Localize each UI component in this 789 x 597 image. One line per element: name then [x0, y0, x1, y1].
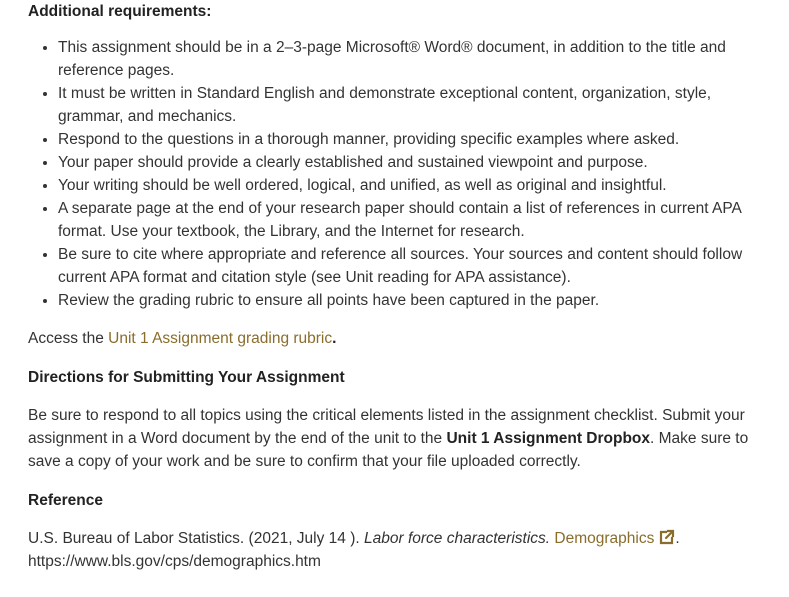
directions-text-before: Be sure to respond to all topics using the critical elements listed in the assignment checklist. Submit your assignment in a Word document by the end of the unit to the [28, 407, 745, 447]
reference-title: Labor force characteristics. [364, 530, 551, 547]
additional-requirements-heading: Additional requirements: [28, 3, 212, 20]
demographics-link[interactable] [554, 530, 675, 547]
requirements-list [28, 36, 769, 312]
requirement-item: • Respond to the questions in a thorough manner, providing specific examples where asked. [58, 128, 769, 151]
directions-text-after: . Make sure to save a copy of your work and be sure to confirm that your file uploaded correctly. [28, 430, 749, 470]
requirement-item: • Be sure to cite where appropriate and reference all sources. Your sources and content should follow current APA format and citation style (see Unit reading for APA assistance). [58, 243, 769, 289]
reference-entry [28, 527, 769, 573]
dropbox-name: Unit 1 Assignment Dropbox [446, 430, 651, 447]
external-link-icon [658, 529, 675, 546]
access-prefix: Access the [28, 330, 109, 347]
requirement-item: • Your writing should be well ordered, logical, and unified, as well as original and insightful. [58, 174, 769, 197]
access-rubric-paragraph [28, 327, 769, 350]
directions-paragraph [28, 404, 769, 473]
requirement-item: • This assignment should be in a 2–3-page Microsoft® Word® document, in addition to the title and reference pages. [58, 36, 769, 82]
requirement-item: • Your paper should provide a clearly established and sustained viewpoint and purpose. [58, 151, 769, 174]
reference-author-date: U.S. Bureau of Labor Statistics. (2021, July 14 ). [28, 530, 364, 547]
grading-rubric-link[interactable]: Unit 1 Assignment grading rubric [108, 330, 333, 347]
requirement-item: • It must be written in Standard English and demonstrate exceptional content, organization, style, grammar, and mechanics. [58, 82, 769, 128]
requirement-item: • Review the grading rubric to ensure all points have been captured in the paper. [58, 289, 769, 312]
reference-after-link: . [675, 530, 680, 547]
reference-heading: Reference [28, 492, 103, 509]
requirement-item: • A separate page at the end of your research paper should contain a list of references in current APA format. Use your textbook, the Library, and the Internet for research. [58, 197, 769, 243]
directions-heading: Directions for Submitting Your Assignment [28, 369, 345, 386]
access-suffix: . [332, 330, 337, 347]
reference-url: https://www.bls.gov/cps/demographics.htm [28, 553, 321, 570]
demographics-link-text: Demographics [554, 530, 655, 547]
